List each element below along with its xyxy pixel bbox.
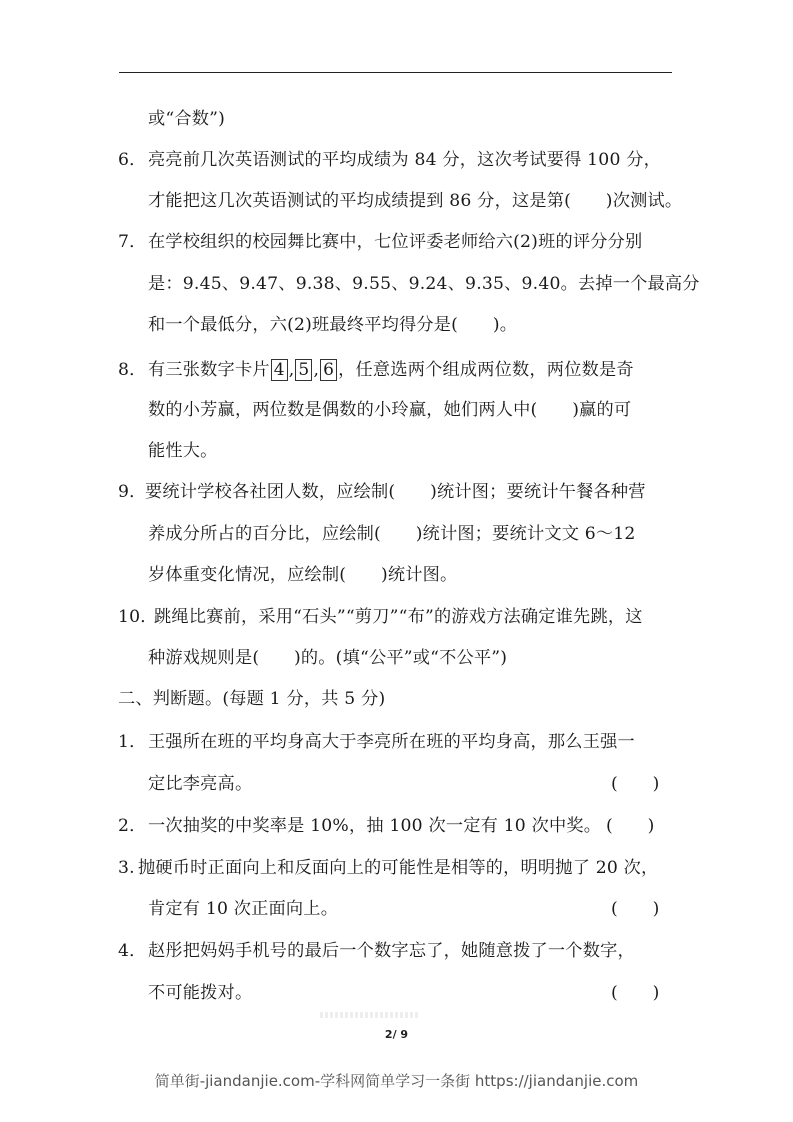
number-card-6: 6 xyxy=(320,359,337,381)
answer-blank[interactable]: ( ) xyxy=(611,983,660,1003)
question-text: 一次抽奖的中奖率是 10%，抽 100 次一定有 10 次中奖。 xyxy=(148,816,602,836)
question-text: 赵彤把妈妈手机号的最后一个数字忘了，她随意拨了一个数字， xyxy=(148,941,635,961)
footer-watermark: 简单街-jiandanjie.com-学科网简单学习一条街 https://jiandanjie.com xyxy=(154,1072,639,1090)
question-suffix: ，任意选两个组成两位数，两位数是奇 xyxy=(338,360,634,380)
question-number: 1． xyxy=(118,732,147,752)
question-text: 亮亮前几次英语测试的平均成绩为 84 分，这次考试要得 100 分， xyxy=(148,150,662,170)
question-number: 4． xyxy=(118,941,147,961)
question-number: 9． xyxy=(118,482,147,502)
question-text: 肯定有 10 次正面向上。 xyxy=(148,899,339,919)
question-text: 王强所在班的平均身高大于李亮所在班的平均身高，那么王强一 xyxy=(148,732,635,752)
question-text: 在学校组织的校园舞比赛中，七位评委老师给六(2)班的评分分别 xyxy=(148,232,643,252)
question-text: 和一个最低分，六(2)班最终平均得分是( )。 xyxy=(148,315,518,335)
answer-blank[interactable]: ( ) xyxy=(606,816,655,836)
number-card-5: 5 xyxy=(295,359,312,381)
question-text: 是：9.45、9.47、9.38、9.55、9.24、9.35、9.40。去掉一个最高分 xyxy=(148,274,700,294)
question-text: 跳绳比赛前，采用“石头”“剪刀”“布”的游戏方法确定谁先跳，这 xyxy=(154,607,643,627)
answer-blank[interactable]: ( ) xyxy=(611,899,660,919)
question-text: 抛硬币时正面向上和反面向上的可能性是相等的，明明抛了 20 次， xyxy=(138,858,659,878)
question-number: 7． xyxy=(118,232,147,252)
question-text: 养成分所占的百分比，应绘制( )统计图；要统计文文 6～12 xyxy=(148,524,636,544)
question-text: 岁体重变化情况，应绘制( )统计图。 xyxy=(148,565,458,585)
question-text: 才能把这几次英语测试的平均成绩提到 86 分，这是第( )次测试。 xyxy=(148,191,683,211)
page-number: 2/ 9 xyxy=(384,1028,409,1041)
section-heading-text: 二、判断题。(每题 1 分，共 5 分) xyxy=(118,689,386,709)
answer-blank[interactable]: ( ) xyxy=(611,774,660,794)
question-text: 定比李亮高。 xyxy=(148,774,253,794)
header-rule xyxy=(119,72,672,73)
question-text: 有三张数字卡片 4 , 5 , 6 ，任意选两个组成两位数，两位数是奇 xyxy=(148,360,634,380)
question-text: 要统计学校各社团人数，应绘制( )统计图；要统计午餐各种营 xyxy=(145,482,646,502)
number-card-4: 4 xyxy=(271,359,288,381)
question-prefix: 有三张数字卡片 xyxy=(148,360,270,380)
question-text: 能性大。 xyxy=(148,441,218,461)
question-number: 3. xyxy=(118,858,135,878)
faded-watermark xyxy=(320,1012,420,1018)
question-text: 不可能拨对。 xyxy=(148,983,253,1003)
question-number: 2． xyxy=(118,816,147,836)
question-text: 种游戏规则是( )的。(填“公平”或“不公平”) xyxy=(148,648,508,668)
question-number: 6． xyxy=(118,150,147,170)
question-text: 数的小芳赢，两位数是偶数的小玲赢，她们两人中( )赢的可 xyxy=(148,400,632,420)
continuation-text: 或“合数”) xyxy=(148,109,226,129)
question-number: 8． xyxy=(118,360,147,380)
question-number: 10． xyxy=(118,607,158,627)
